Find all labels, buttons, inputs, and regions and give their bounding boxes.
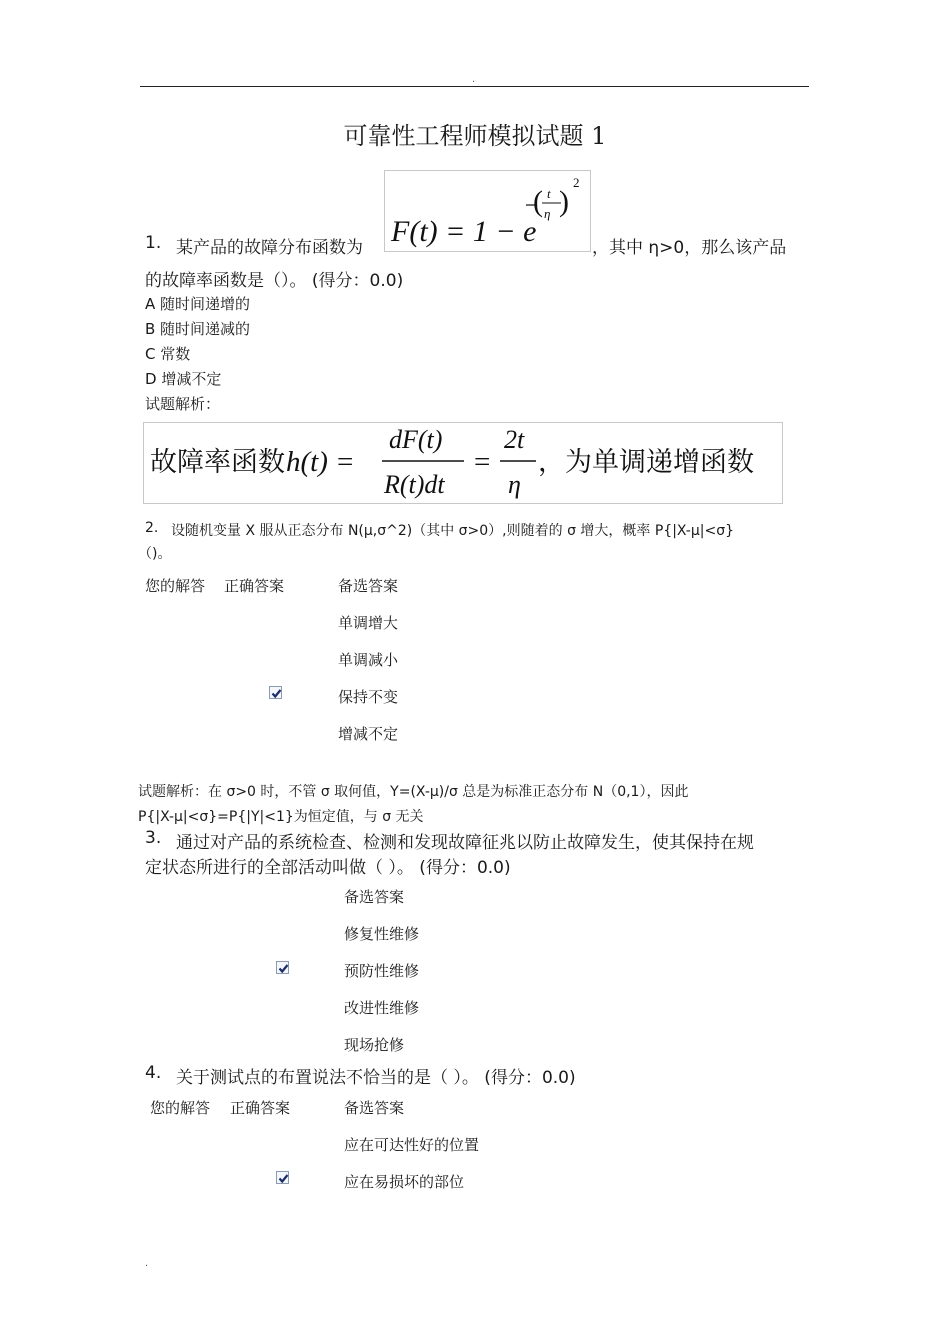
q1-analysis-label: 试题解析： — [145, 395, 221, 413]
q4-text: 关于测试点的布置说法不恰当的是（ ）。 (得分：0.0) — [176, 1068, 576, 1088]
q3-number: 3. — [145, 828, 162, 848]
q1-number: 1. — [145, 233, 162, 253]
q1-analysis-formula — [143, 422, 783, 504]
q1-analysis-suffix: ，为单调递增函数 — [538, 447, 754, 478]
q3-option: 改进性维修 — [344, 999, 420, 1017]
q1-analysis-num2: 2t — [504, 425, 525, 454]
q1-formula-image — [384, 170, 591, 252]
q4-col-correct: 正确答案 — [230, 1099, 291, 1117]
q2-correct-checkbox — [269, 686, 282, 699]
q1-analysis-den2: η — [508, 470, 521, 499]
q4-col-options: 备选答案 — [344, 1099, 405, 1117]
q1-text-before: 某产品的故障分布函数为 — [176, 238, 363, 258]
q3-col-options: 备选答案 — [344, 888, 405, 906]
q1-analysis-svg — [144, 423, 782, 503]
checkmark-icon — [277, 1172, 290, 1185]
q2-option: 增减不定 — [338, 725, 399, 743]
q2-analysis-line2: P{|X-μ|<σ}=P{|Y|<1}为恒定值，与 σ 无关 — [138, 809, 424, 825]
svg-text:): ) — [559, 185, 569, 218]
q1-analysis-num1: dF(t) — [389, 425, 443, 454]
q1-analysis-eq: = — [474, 446, 491, 478]
q1-text-after: ，其中 η>0，那么该产品 — [592, 238, 787, 258]
q2-analysis-line1: 试题解析：在 σ>0 时，不管 σ 取何值，Y=(X-μ)/σ 总是为标准正态分布 N（0,1），因此 — [138, 784, 689, 800]
q2-line2: （)。 — [138, 546, 172, 562]
q1-analysis-prefix: 故障率函数 — [150, 447, 285, 478]
q1-analysis-den1: R(t)dt — [384, 470, 445, 499]
q2-text: 设随机变量 X 服从正态分布 N(μ,σ^2)（其中 σ>0）,则随着的 σ 增大，概率 P{|X-μ|<σ} — [171, 523, 734, 539]
q4-correct-checkbox — [276, 1171, 289, 1184]
q3-option: 修复性维修 — [344, 925, 420, 943]
q2-col-options: 备选答案 — [338, 577, 399, 595]
q4-option: 应在易损坏的部位 — [344, 1173, 465, 1191]
checkmark-icon — [277, 962, 290, 975]
q1-analysis-h: h(t) = — [286, 446, 355, 478]
q1-formula-exp-den: η — [544, 206, 551, 221]
q1-formula-exp-num: t — [547, 186, 551, 201]
svg-text:(: ( — [533, 185, 543, 218]
q1-option-a: A 随时间递增的 — [145, 295, 251, 313]
q1-line2: 的故障率函数是（）。 (得分：0.0) — [145, 271, 404, 291]
q4-col-yours: 您的解答 — [150, 1099, 211, 1117]
q1-option-b: B 随时间递减的 — [145, 320, 251, 338]
q3-option: 预防性维修 — [344, 962, 420, 980]
q1-formula-power: 2 — [573, 175, 580, 190]
q3-line2: 定状态所进行的全部活动叫做（ ）。 (得分：0.0) — [145, 858, 511, 878]
header-rule — [140, 86, 809, 87]
q2-option: 单调增大 — [338, 614, 399, 632]
q2-number: 2. — [145, 520, 159, 536]
footer-mark: . — [145, 1258, 149, 1269]
q1-option-c: C 常数 — [145, 345, 191, 363]
q1-formula-svg — [385, 171, 590, 251]
q3-option: 现场抢修 — [344, 1036, 405, 1054]
q4-option: 应在可达性好的位置 — [344, 1136, 480, 1154]
checkmark-icon — [270, 687, 283, 700]
q1-formula-lhs: F(t) = 1 − e — [391, 215, 537, 248]
q2-option: 单调减小 — [338, 651, 399, 669]
q2-option: 保持不变 — [338, 688, 399, 706]
header-mark: . — [472, 74, 476, 85]
q2-col-correct: 正确答案 — [224, 577, 285, 595]
q3-text: 通过对产品的系统检查、检测和发现故障征兆以防止故障发生，使其保持在规 — [176, 833, 754, 853]
q2-col-yours: 您的解答 — [145, 577, 206, 595]
q4-number: 4. — [145, 1063, 162, 1083]
page-title: 可靠性工程师模拟试题 1 — [343, 122, 607, 150]
q1-option-d: D 增减不定 — [145, 370, 222, 388]
q3-correct-checkbox — [276, 961, 289, 974]
